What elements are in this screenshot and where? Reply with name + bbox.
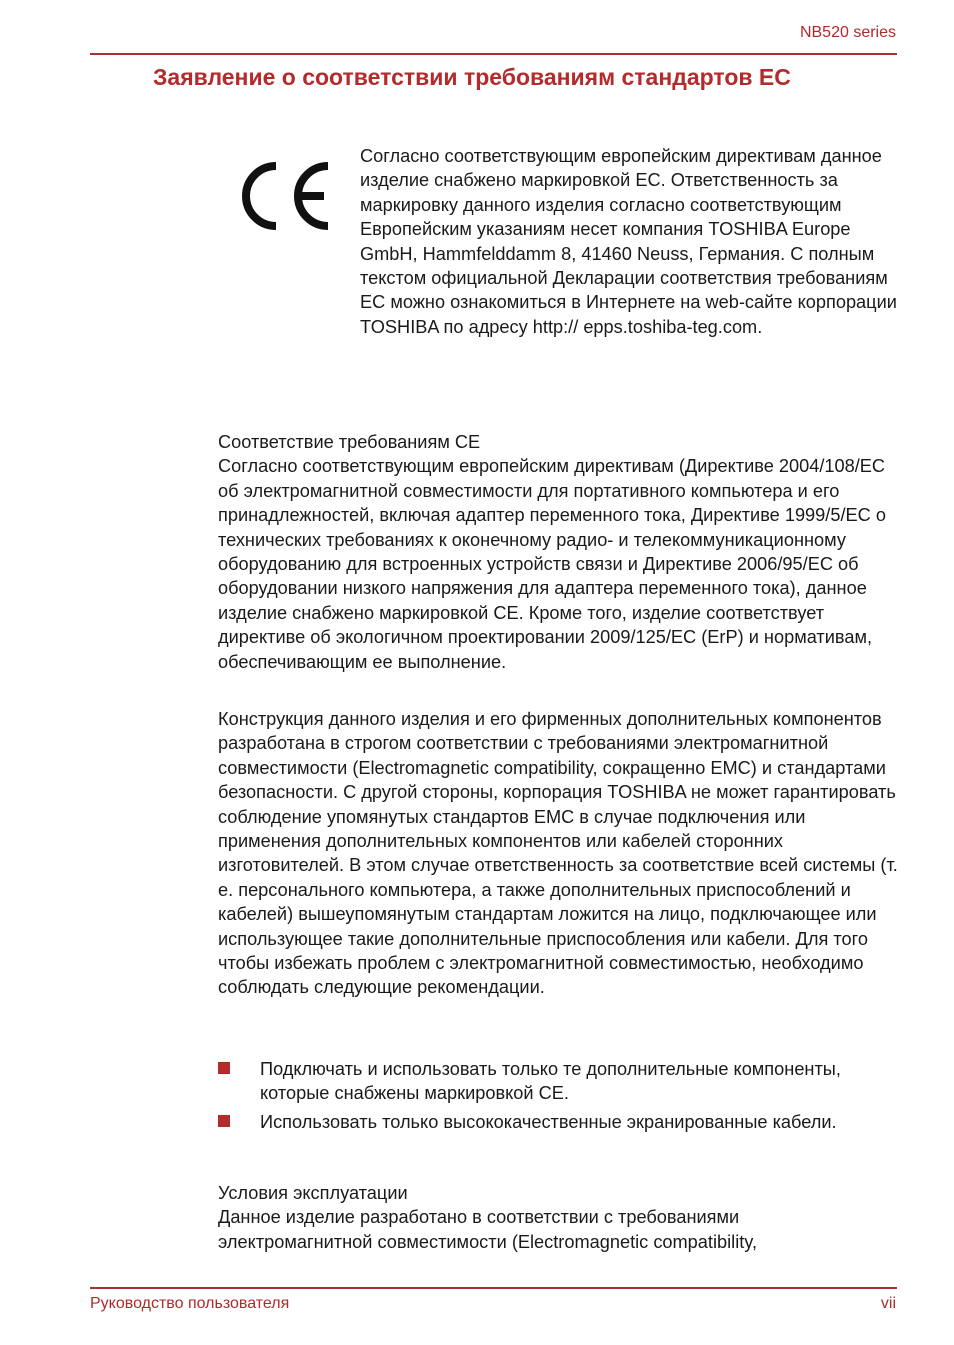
footer-rule [90, 1287, 897, 1289]
ce-compliance-section [218, 430, 898, 674]
ce-compliance-heading: Соответствие требованиям CE [218, 432, 481, 452]
list-item-text: Использовать только высококачественные экранированные кабели. [260, 1111, 837, 1132]
header-rule [90, 53, 897, 55]
recommendations-list [218, 1057, 898, 1138]
list-item-text: Подключать и использовать только те дополнительные компоненты, которые снабжены маркировкой CE. [260, 1059, 841, 1104]
bullet-square-icon [218, 1115, 230, 1127]
emc-paragraph: Конструкция данного изделия и его фирменных дополнительных компонентов разработана в строгом соответствии с требованиями электромагнитной совместимости (Electromagnetic compatibility, сокращенно EMC) и стандартами безопасности. С другой стороны, корпорация TOSHIBA не может гарантировать соблюдение упомянутых стандартов EMC в случае подключения или применения дополнительных компонентов или кабелей сторонних изготовителей. В этом случае ответственность за соответствие всей системы (т. е. персонального компьютера, а также дополнительных приспособлений и кабелей) вышеупомянутым стандартам ложится на лицо, подключающее или использующее такие дополнительные приспособления или кабели. Для того чтобы избежать проблем с электромагнитной совместимостью, необходимо соблюдать следующие рекомендации. [218, 709, 898, 998]
ce-mark-icon [236, 162, 332, 230]
list-item [218, 1057, 898, 1106]
operating-section [218, 1181, 898, 1254]
page-number: vii [880, 1295, 896, 1312]
ce-intro-text: Согласно соответствующим европейским директивам данное изделие снабжено маркировкой ЕС. Ответственность за маркировку данного изделия согласно соответствующим Европейским указаниям несет компания TOSHIBA Europe GmbH, Hammfelddamm 8, 41460 Neuss, Германия. С полным текстом официальной Декларации соответствия требованиям ЕС можно ознакомиться в Интернете на web-сайте корпорации TOSHIBA по адресу http:// epps.toshiba-teg.com. [360, 146, 897, 337]
ce-compliance-text: Согласно соответствующим европейским директивам (Директиве 2004/108/EC об электромагнитной совместимости для портативного компьютера и его принадлежностей, включая адаптер переменного тока, Директиве 1999/5/EC о технических требованиях к оконечному радио- и телекоммуникационному оборудованию для встроенных устройств связи и Директиве 2006/95/EC об оборудовании низкого напряжения для адаптера переменного тока), данное изделие снабжено маркировкой CE. Кроме того, изделие соответствует директиве об экологичном проектировании 2009/125/EC (ErP) и нормативам, обеспечивающим ее выполнение. [218, 456, 886, 672]
list-item [218, 1110, 898, 1134]
page-title: Заявление о соответствии требованиям стандартов ЕС [153, 64, 791, 90]
bullet-square-icon [218, 1062, 230, 1074]
footer-manual-title: Руководство пользователя [90, 1295, 290, 1312]
operating-text: Данное изделие разработано в соответствии с требованиями электромагнитной совместимости (Electromagnetic compatibility, [218, 1207, 758, 1252]
header-series: NB520 series [799, 24, 896, 41]
operating-heading: Условия эксплуатации [218, 1183, 408, 1203]
